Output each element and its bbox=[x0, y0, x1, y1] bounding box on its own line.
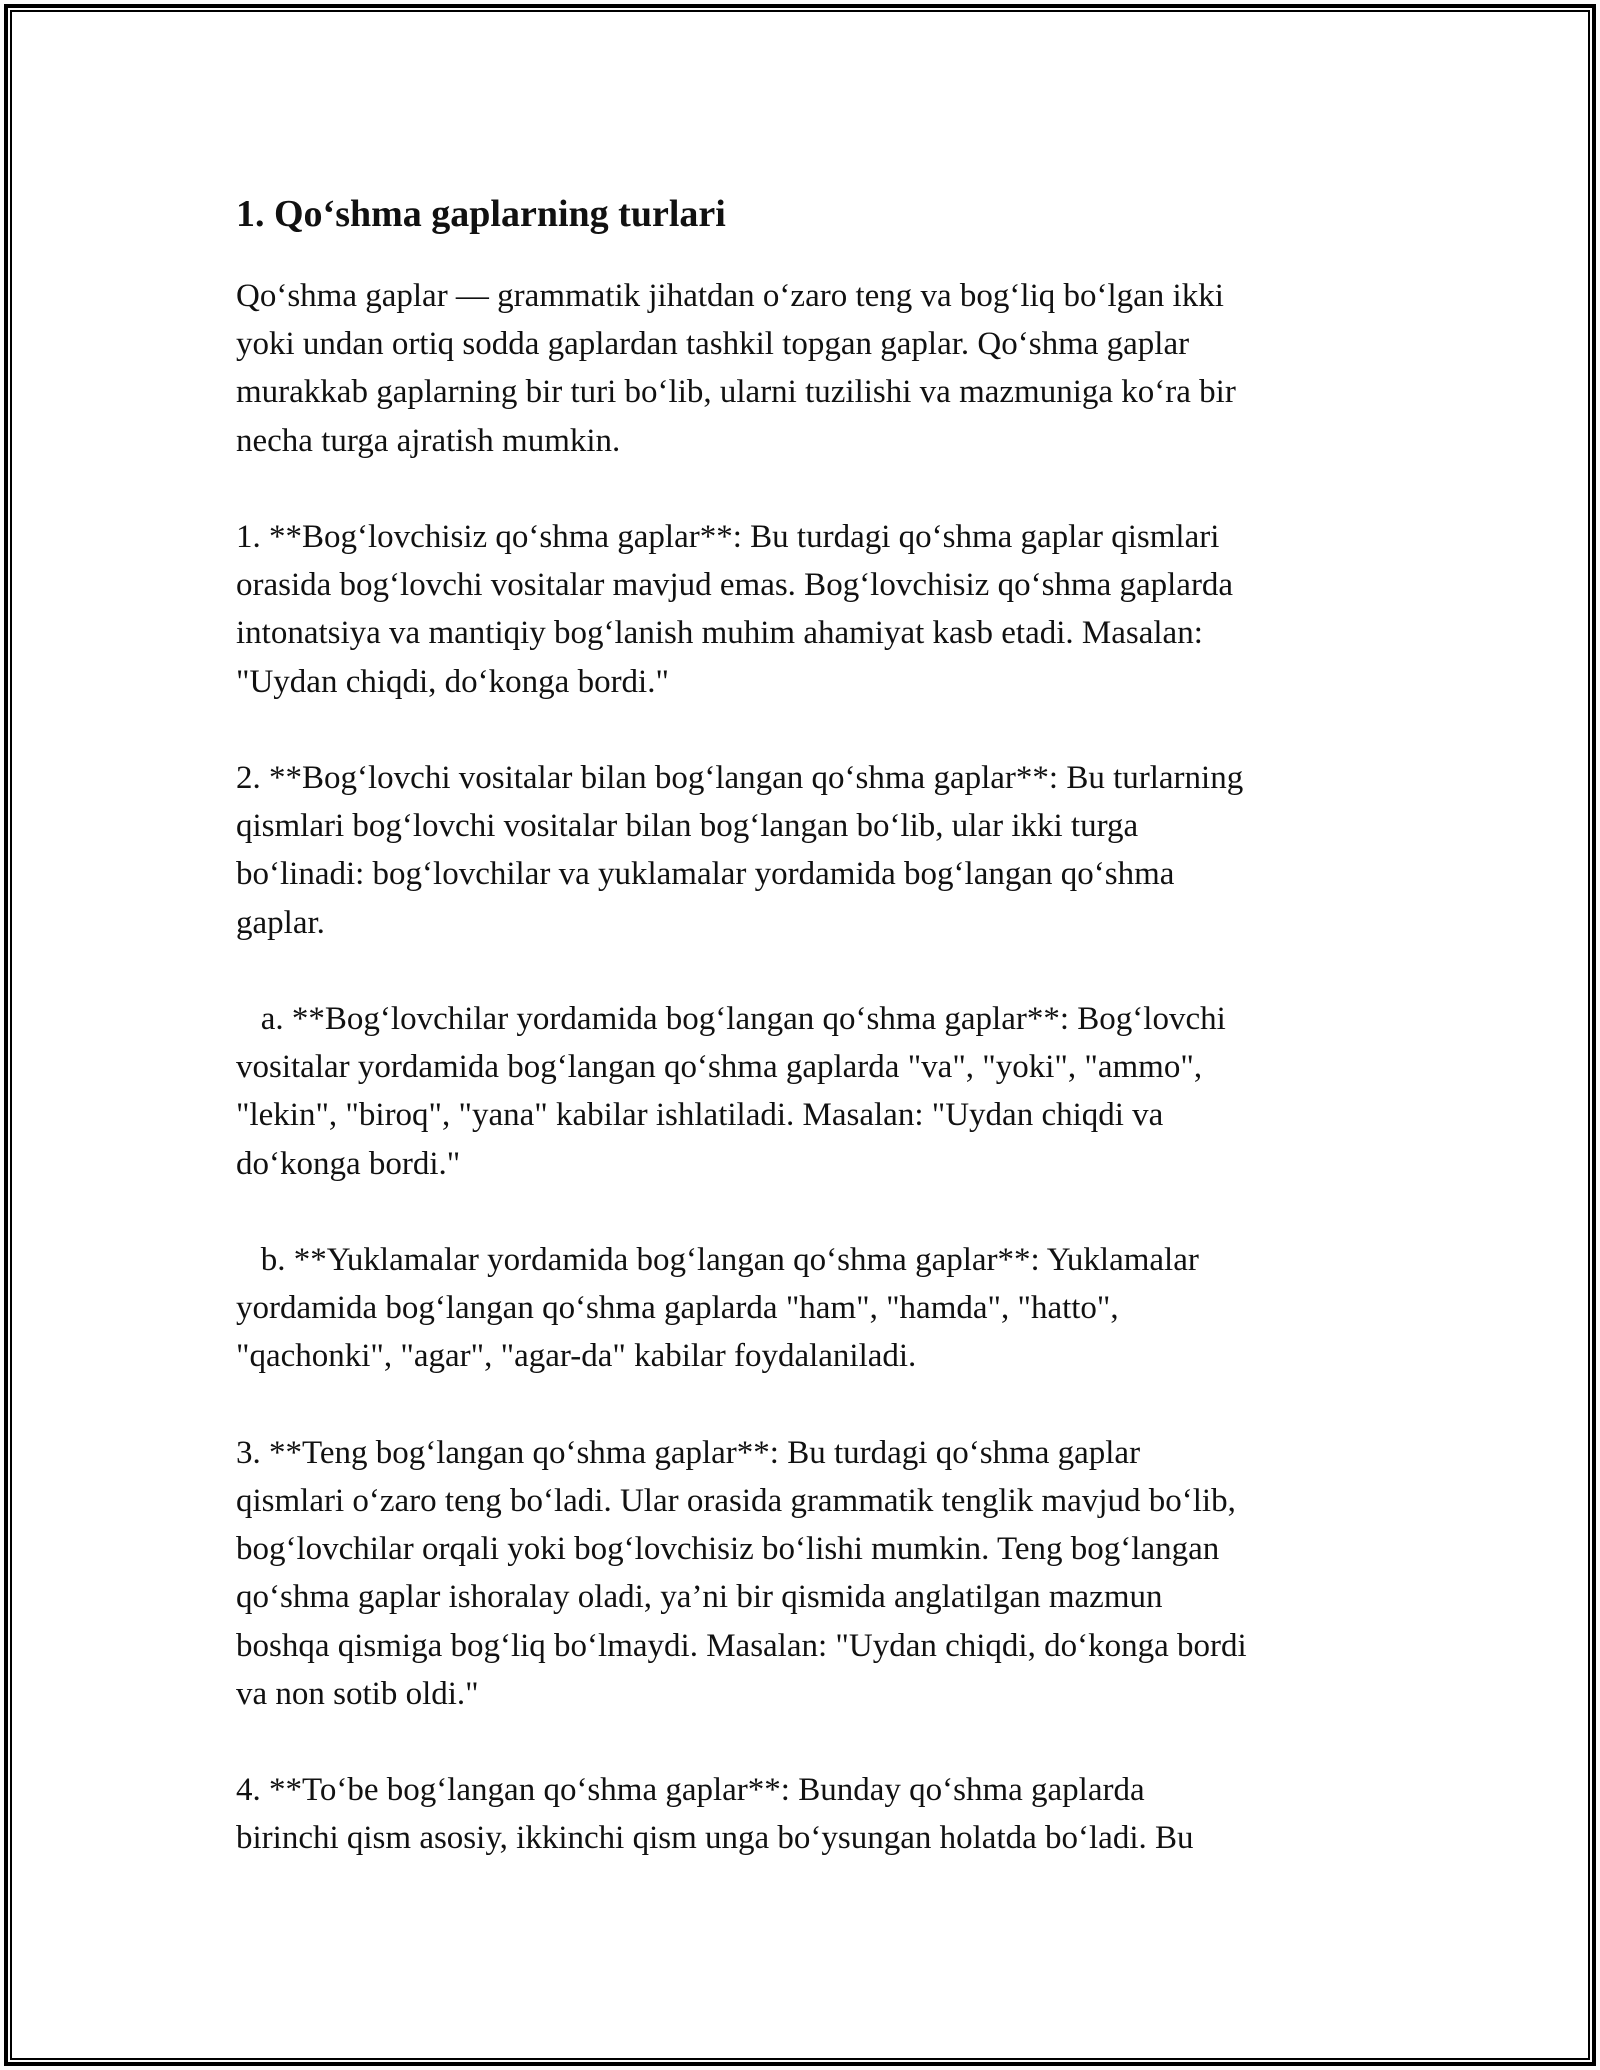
text-line: yoki undan ortiq sodda gaplardan tashkil topgan gaplar. Qo‘shma gaplar bbox=[236, 326, 1190, 363]
text-line: orasida bog‘lovchi vositalar mavjud emas. Bog‘lovchisiz qo‘shma gaplarda bbox=[236, 567, 1234, 604]
paragraph-item-2 bbox=[236, 754, 1376, 947]
text-line: boshqa qismiga bog‘liq bo‘lmaydi. Masalan: "Uydan chiqdi, do‘konga bordi bbox=[236, 1627, 1247, 1664]
text-line: Qo‘shma gaplar — grammatik jihatdan o‘zaro teng va bog‘liq bo‘lgan ikki bbox=[236, 278, 1224, 314]
text-line: "qachonki", "agar", "agar-da" kabilar foydalaniladi. bbox=[236, 1338, 917, 1375]
text-line: a. **Bog‘lovchilar yordamida bog‘langan qo‘shma gaplar**: Bog‘lovchi bbox=[236, 1001, 1226, 1037]
text-line: birinchi qism asosiy, ikkinchi qism unga bo‘ysungan holatda bo‘ladi. Bu bbox=[236, 1820, 1194, 1857]
text-line: "lekin", "biroq", "yana" kabilar ishlatiladi. Masalan: "Uydan chiqdi va bbox=[236, 1097, 1164, 1134]
text-line: gaplar. bbox=[236, 904, 325, 941]
paragraph-item-2b bbox=[236, 1236, 1376, 1381]
text-line: 2. **Bog‘lovchi vositalar bilan bog‘langan qo‘shma gaplar**: Bu turlarning bbox=[236, 760, 1244, 796]
text-line: qismlari o‘zaro teng bo‘ladi. Ular orasida grammatik tenglik mavjud bo‘lib, bbox=[236, 1483, 1236, 1519]
text-line: murakkab gaplarning bir turi bo‘lib, ularni tuzilishi va mazmuniga ko‘ra bir bbox=[236, 374, 1236, 411]
section-heading: 1. Qo‘shma gaplarning turlari bbox=[236, 193, 726, 235]
paragraph-item-3 bbox=[236, 1429, 1376, 1718]
text-line: 1. **Bog‘lovchisiz qo‘shma gaplar**: Bu turdagi qo‘shma gaplar qismlari bbox=[236, 519, 1220, 555]
text-line: vositalar yordamida bog‘langan qo‘shma gaplarda "va", "yoki", "ammo", bbox=[236, 1049, 1203, 1086]
text-line: bog‘lovchilar orqali yoki bog‘lovchisiz bo‘lishi mumkin. Teng bog‘langan bbox=[236, 1531, 1220, 1568]
text-line: yordamida bog‘langan qo‘shma gaplarda "ham", "hamda", "hatto", bbox=[236, 1290, 1119, 1327]
text-line: "Uydan chiqdi, do‘konga bordi." bbox=[236, 663, 669, 700]
text-line: do‘konga bordi." bbox=[236, 1145, 461, 1182]
paragraph-intro bbox=[236, 272, 1376, 465]
text-line: necha turga ajratish mumkin. bbox=[236, 422, 621, 459]
text-line: intonatsiya va mantiqiy bog‘lanish muhim ahamiyat kasb etadi. Masalan: bbox=[236, 615, 1203, 652]
text-line: b. **Yuklamalar yordamida bog‘langan qo‘shma gaplar**: Yuklamalar bbox=[236, 1242, 1199, 1278]
text-line: 4. **To‘be bog‘langan qo‘shma gaplar**: Bunday qo‘shma gaplarda bbox=[236, 1772, 1145, 1809]
text-line: qismlari bog‘lovchi vositalar bilan bog‘langan bo‘lib, ular ikki turga bbox=[236, 808, 1139, 845]
text-line: 3. **Teng bog‘langan qo‘shma gaplar**: Bu turdagi qo‘shma gaplar bbox=[236, 1434, 1141, 1471]
paragraph-item-4 bbox=[236, 1766, 1376, 1862]
document-body bbox=[236, 186, 1376, 1911]
paragraph-item-2a bbox=[236, 995, 1376, 1188]
text-line: va non sotib oldi." bbox=[236, 1675, 479, 1712]
paragraph-item-1 bbox=[236, 513, 1376, 706]
text-line: qo‘shma gaplar ishoralay oladi, ya’ni bir qismida anglatilgan mazmun bbox=[236, 1579, 1163, 1616]
text-line: bo‘linadi: bog‘lovchilar va yuklamalar yordamida bog‘langan qo‘shma bbox=[236, 856, 1175, 893]
